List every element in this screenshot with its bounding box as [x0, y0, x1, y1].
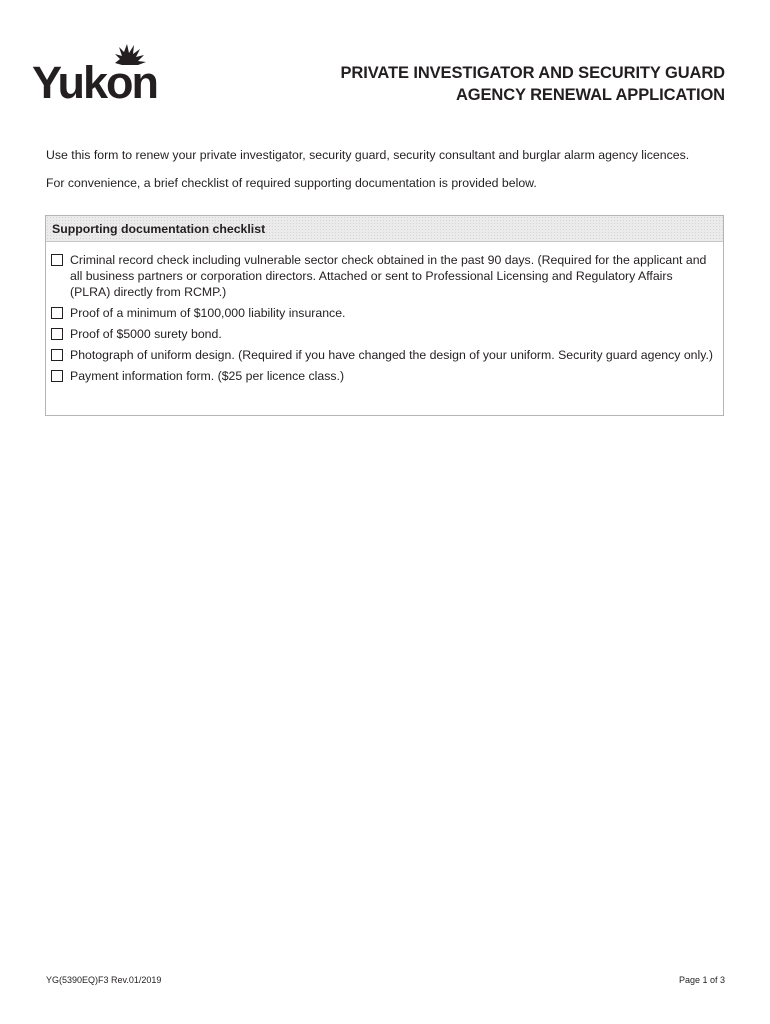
yukon-logo [32, 42, 172, 104]
intro-text-1: Use this form to renew your private investigator, security guard, security consultant and burglar alarm agency licences. [46, 148, 690, 162]
title-line-1: PRIVATE INVESTIGATOR AND SECURITY GUARD [340, 64, 725, 82]
page-title [341, 62, 726, 106]
checklist-item-liability-insurance [51, 305, 713, 321]
checklist-item-label: Payment information form. ($25 per licence class.) [70, 369, 345, 383]
supporting-documentation-checklist [45, 215, 724, 416]
form-id: YG(5390EQ)F3 Rev.01/2019 [46, 975, 162, 985]
checklist-item-label: Proof of $5000 surety bond. [70, 327, 222, 341]
checklist-item-payment-form [51, 368, 713, 384]
checkbox-icon[interactable] [51, 328, 63, 340]
yukon-logo-mark [32, 42, 172, 104]
intro-text-2: For convenience, a brief checklist of required supporting documentation is provided below. [46, 176, 537, 190]
checklist-items [46, 242, 723, 384]
checklist-item-uniform-photo [51, 347, 713, 363]
checklist-item-surety-bond [51, 326, 713, 342]
page-number: Page 1 of 3 [678, 975, 725, 985]
checkbox-icon[interactable] [51, 370, 63, 382]
checkbox-icon[interactable] [51, 307, 63, 319]
svg-text:Yukon: Yukon [32, 57, 158, 104]
checklist-title: Supporting documentation checklist [46, 216, 723, 242]
checklist-item-label: Photograph of uniform design. (Required if you have changed the design of your uniform. Security guard agency only.) [70, 348, 714, 362]
checkbox-icon[interactable] [51, 254, 63, 266]
checklist-item-criminal-record [51, 252, 713, 300]
checklist-item-label: Proof of a minimum of $100,000 liability insurance. [70, 306, 346, 320]
title-line-2: AGENCY RENEWAL APPLICATION [455, 86, 725, 104]
checkbox-icon[interactable] [51, 349, 63, 361]
checklist-item-label: Criminal record check including vulnerable sector check obtained in the past 90 days. (Required for the applicant and all business partners or corporation directors. Attached or sent to Professional Licensing and Regulatory Affairs (PLRA) directly from RCMP.) [70, 253, 707, 299]
